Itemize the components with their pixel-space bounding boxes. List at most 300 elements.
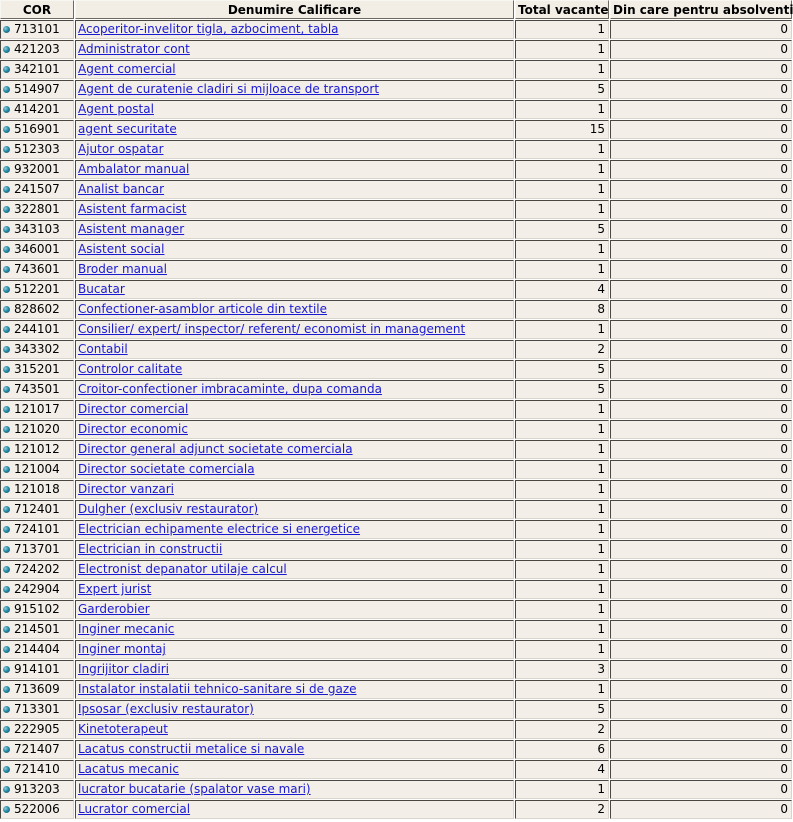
graduates-cell: 0 (610, 220, 792, 239)
name-cell (75, 260, 514, 279)
table-row (0, 660, 792, 679)
total-cell: 8 (515, 300, 609, 319)
table-row (0, 360, 792, 379)
cor-cell (0, 160, 74, 179)
cor-cell (0, 220, 74, 239)
bullet-icon (3, 646, 10, 653)
job-link[interactable]: Garderobier (78, 602, 150, 616)
cor-cell (0, 400, 74, 419)
graduates-cell: 0 (610, 120, 792, 139)
job-link[interactable]: Lucrator comercial (78, 802, 191, 816)
job-link[interactable]: Lacatus constructii metalice si navale (78, 742, 305, 756)
cor-cell (0, 380, 74, 399)
cor-cell (0, 560, 74, 579)
cor-cell (0, 260, 74, 279)
job-link[interactable]: Inginer mecanic (78, 622, 175, 636)
total-cell: 1 (515, 420, 609, 439)
bullet-icon (3, 586, 10, 593)
cor-code: 713101 (14, 22, 60, 36)
name-cell (75, 320, 514, 339)
job-link[interactable]: Asistent social (78, 242, 165, 256)
total-cell: 1 (515, 20, 609, 39)
job-link[interactable]: Electrician in constructii (78, 542, 223, 556)
name-cell (75, 380, 514, 399)
name-cell (75, 720, 514, 739)
table-row (0, 460, 792, 479)
cor-code: 414201 (14, 102, 60, 116)
name-cell (75, 460, 514, 479)
name-cell (75, 100, 514, 119)
bullet-icon (3, 346, 10, 353)
total-cell: 3 (515, 660, 609, 679)
graduates-cell: 0 (610, 620, 792, 639)
bullet-icon (3, 166, 10, 173)
cor-code: 743501 (14, 382, 60, 396)
cor-cell (0, 680, 74, 699)
cor-cell (0, 20, 74, 39)
name-cell (75, 420, 514, 439)
total-cell: 1 (515, 180, 609, 199)
graduates-cell: 0 (610, 420, 792, 439)
table-row (0, 780, 792, 799)
table-row (0, 440, 792, 459)
job-link[interactable]: Inginer montaj (78, 642, 166, 656)
job-link[interactable]: Director vanzari (78, 482, 174, 496)
graduates-cell: 0 (610, 580, 792, 599)
graduates-cell: 0 (610, 740, 792, 759)
bullet-icon (3, 66, 10, 73)
cor-cell (0, 600, 74, 619)
total-cell: 1 (515, 260, 609, 279)
job-link[interactable]: Dulgher (exclusiv restaurator) (78, 502, 259, 516)
graduates-cell: 0 (610, 780, 792, 799)
job-link[interactable]: agent securitate (78, 122, 177, 136)
graduates-cell: 0 (610, 160, 792, 179)
header-total: Total vacante (515, 0, 609, 19)
table-row (0, 220, 792, 239)
cor-code: 222905 (14, 722, 60, 736)
name-cell (75, 480, 514, 499)
table-row (0, 180, 792, 199)
job-link[interactable]: Agent de curatenie cladiri si mijloace de transport (78, 82, 380, 96)
total-cell: 1 (515, 500, 609, 519)
table-row (0, 340, 792, 359)
job-link[interactable]: Confectioner-asamblor articole din textile (78, 302, 327, 316)
cor-cell (0, 440, 74, 459)
graduates-cell: 0 (610, 660, 792, 679)
job-link[interactable]: Kinetoterapeut (78, 722, 168, 736)
cor-cell (0, 480, 74, 499)
cor-code: 322801 (14, 202, 60, 216)
total-cell: 4 (515, 760, 609, 779)
graduates-cell: 0 (610, 80, 792, 99)
job-link[interactable]: Analist bancar (78, 182, 165, 196)
graduates-cell: 0 (610, 300, 792, 319)
cor-code: 828602 (14, 302, 60, 316)
cor-code: 724202 (14, 562, 60, 576)
cor-cell (0, 620, 74, 639)
name-cell (75, 160, 514, 179)
job-link[interactable]: Director comercial (78, 402, 189, 416)
cor-cell (0, 500, 74, 519)
header-name: Denumire Calificare (75, 0, 514, 19)
cor-cell (0, 100, 74, 119)
cor-cell (0, 180, 74, 199)
graduates-cell: 0 (610, 400, 792, 419)
cor-cell (0, 80, 74, 99)
cor-code: 721410 (14, 762, 60, 776)
total-cell: 15 (515, 120, 609, 139)
total-cell: 1 (515, 580, 609, 599)
table-row (0, 280, 792, 299)
cor-cell (0, 580, 74, 599)
graduates-cell: 0 (610, 800, 792, 819)
total-cell: 5 (515, 80, 609, 99)
bullet-icon (3, 466, 10, 473)
cor-cell (0, 780, 74, 799)
job-link[interactable]: Ipsosar (exclusiv restaurator) (78, 702, 254, 716)
table-row (0, 800, 792, 819)
bullet-icon (3, 446, 10, 453)
cor-code: 512201 (14, 282, 60, 296)
table-row (0, 740, 792, 759)
bullet-icon (3, 306, 10, 313)
bullet-icon (3, 286, 10, 293)
total-cell: 5 (515, 220, 609, 239)
total-cell: 1 (515, 540, 609, 559)
job-link[interactable]: Consilier/ expert/ inspector/ referent/ economist in management (78, 322, 466, 336)
name-cell (75, 60, 514, 79)
bullet-icon (3, 486, 10, 493)
table-row (0, 760, 792, 779)
name-cell (75, 20, 514, 39)
total-cell: 1 (515, 520, 609, 539)
total-cell: 1 (515, 640, 609, 659)
graduates-cell: 0 (610, 180, 792, 199)
cor-cell (0, 420, 74, 439)
cor-cell (0, 640, 74, 659)
header-graduates: Din care pentru absolventi (610, 0, 792, 19)
name-cell (75, 280, 514, 299)
cor-code: 913203 (14, 782, 60, 796)
job-link[interactable]: Director general adjunct societate comerciala (78, 442, 353, 456)
cor-cell (0, 40, 74, 59)
graduates-cell: 0 (610, 20, 792, 39)
job-link[interactable]: Ajutor ospatar (78, 142, 164, 156)
table-row (0, 380, 792, 399)
name-cell (75, 200, 514, 219)
name-cell (75, 220, 514, 239)
job-link[interactable]: Controlor calitate (78, 362, 183, 376)
graduates-cell: 0 (610, 720, 792, 739)
name-cell (75, 700, 514, 719)
cor-code: 512303 (14, 142, 60, 156)
cor-cell (0, 120, 74, 139)
total-cell: 1 (515, 780, 609, 799)
cor-code: 343103 (14, 222, 60, 236)
cor-cell (0, 520, 74, 539)
total-cell: 1 (515, 440, 609, 459)
table-row (0, 400, 792, 419)
cor-code: 343302 (14, 342, 60, 356)
bullet-icon (3, 666, 10, 673)
graduates-cell: 0 (610, 240, 792, 259)
total-cell: 1 (515, 240, 609, 259)
bullet-icon (3, 46, 10, 53)
name-cell (75, 140, 514, 159)
cor-code: 932001 (14, 162, 60, 176)
name-cell (75, 560, 514, 579)
total-cell: 5 (515, 700, 609, 719)
total-cell: 1 (515, 460, 609, 479)
job-link[interactable]: Bucatar (78, 282, 125, 296)
job-link[interactable]: Director economic (78, 422, 188, 436)
cor-code: 342101 (14, 62, 60, 76)
cor-code: 214501 (14, 622, 60, 636)
bullet-icon (3, 766, 10, 773)
name-cell (75, 40, 514, 59)
job-link[interactable]: Croitor-confectioner imbracaminte, dupa comanda (78, 382, 382, 396)
bullet-icon (3, 186, 10, 193)
cor-code: 713301 (14, 702, 60, 716)
graduates-cell: 0 (610, 60, 792, 79)
cor-code: 914101 (14, 662, 60, 676)
name-cell (75, 680, 514, 699)
name-cell (75, 540, 514, 559)
name-cell (75, 740, 514, 759)
name-cell (75, 80, 514, 99)
cor-code: 514907 (14, 82, 60, 96)
table-row (0, 640, 792, 659)
name-cell (75, 520, 514, 539)
total-cell: 2 (515, 720, 609, 739)
cor-cell (0, 60, 74, 79)
name-cell (75, 360, 514, 379)
total-cell: 5 (515, 360, 609, 379)
table-body (0, 20, 792, 819)
table-row (0, 60, 792, 79)
total-cell: 1 (515, 160, 609, 179)
total-cell: 1 (515, 200, 609, 219)
graduates-cell: 0 (610, 540, 792, 559)
graduates-cell: 0 (610, 340, 792, 359)
table-row (0, 600, 792, 619)
cor-code: 315201 (14, 362, 60, 376)
cor-cell (0, 280, 74, 299)
name-cell (75, 780, 514, 799)
bullet-icon (3, 746, 10, 753)
bullet-icon (3, 226, 10, 233)
cor-cell (0, 240, 74, 259)
graduates-cell: 0 (610, 440, 792, 459)
name-cell (75, 180, 514, 199)
name-cell (75, 340, 514, 359)
cor-code: 421203 (14, 42, 60, 56)
total-cell: 2 (515, 800, 609, 819)
cor-cell (0, 540, 74, 559)
bullet-icon (3, 246, 10, 253)
job-link[interactable]: Administrator cont (78, 42, 190, 56)
table-row (0, 580, 792, 599)
graduates-cell: 0 (610, 40, 792, 59)
job-link[interactable]: Lacatus mecanic (78, 762, 179, 776)
bullet-icon (3, 326, 10, 333)
name-cell (75, 760, 514, 779)
bullet-icon (3, 426, 10, 433)
total-cell: 1 (515, 60, 609, 79)
cor-cell (0, 360, 74, 379)
table-row (0, 500, 792, 519)
job-link[interactable]: Electronist depanator utilaje calcul (78, 562, 287, 576)
table-row (0, 260, 792, 279)
graduates-cell: 0 (610, 100, 792, 119)
name-cell (75, 640, 514, 659)
bullet-icon (3, 606, 10, 613)
graduates-cell: 0 (610, 260, 792, 279)
job-link[interactable]: Director societate comerciala (78, 462, 255, 476)
bullet-icon (3, 706, 10, 713)
cor-code: 242904 (14, 582, 60, 596)
cor-cell (0, 140, 74, 159)
bullet-icon (3, 106, 10, 113)
graduates-cell: 0 (610, 640, 792, 659)
total-cell: 4 (515, 280, 609, 299)
bullet-icon (3, 26, 10, 33)
cor-code: 121020 (14, 422, 60, 436)
bullet-icon (3, 526, 10, 533)
cor-code: 713609 (14, 682, 60, 696)
graduates-cell: 0 (610, 380, 792, 399)
cor-cell (0, 660, 74, 679)
graduates-cell: 0 (610, 280, 792, 299)
cor-code: 713701 (14, 542, 60, 556)
job-link[interactable]: Asistent farmacist (78, 202, 187, 216)
table-row (0, 160, 792, 179)
table-row (0, 120, 792, 139)
table-header-row (0, 0, 792, 19)
cor-code: 121004 (14, 462, 60, 476)
graduates-cell: 0 (610, 320, 792, 339)
total-cell: 5 (515, 380, 609, 399)
table-row (0, 200, 792, 219)
job-link[interactable]: Expert jurist (78, 582, 152, 596)
table-row (0, 420, 792, 439)
name-cell (75, 300, 514, 319)
bullet-icon (3, 146, 10, 153)
name-cell (75, 800, 514, 819)
table-row (0, 560, 792, 579)
bullet-icon (3, 386, 10, 393)
table-row (0, 140, 792, 159)
bullet-icon (3, 506, 10, 513)
job-link[interactable]: Broder manual (78, 262, 167, 276)
job-link[interactable]: Electrician echipamente electrice si energetice (78, 522, 361, 536)
cor-code: 915102 (14, 602, 60, 616)
table-row (0, 540, 792, 559)
table-row (0, 620, 792, 639)
bullet-icon (3, 806, 10, 813)
name-cell (75, 580, 514, 599)
cor-code: 241507 (14, 182, 60, 196)
cor-code: 522006 (14, 802, 60, 816)
job-link[interactable]: Agent comercial (78, 62, 176, 76)
table-row (0, 720, 792, 739)
table-row (0, 40, 792, 59)
graduates-cell: 0 (610, 520, 792, 539)
table-row (0, 480, 792, 499)
total-cell: 1 (515, 140, 609, 159)
name-cell (75, 620, 514, 639)
graduates-cell: 0 (610, 460, 792, 479)
bullet-icon (3, 206, 10, 213)
job-link[interactable]: Instalator instalatii tehnico-sanitare si de gaze (78, 682, 357, 696)
name-cell (75, 440, 514, 459)
cor-code: 121012 (14, 442, 60, 456)
graduates-cell: 0 (610, 680, 792, 699)
graduates-cell: 0 (610, 760, 792, 779)
bullet-icon (3, 266, 10, 273)
header-cor: COR (0, 0, 74, 19)
bullet-icon (3, 566, 10, 573)
total-cell: 1 (515, 100, 609, 119)
total-cell: 1 (515, 620, 609, 639)
table-row (0, 300, 792, 319)
name-cell (75, 600, 514, 619)
graduates-cell: 0 (610, 360, 792, 379)
job-link[interactable]: Acoperitor-invelitor tigla, azbociment, tabla (78, 22, 339, 36)
graduates-cell: 0 (610, 140, 792, 159)
cor-code: 214404 (14, 642, 60, 656)
cor-code: 743601 (14, 262, 60, 276)
job-link[interactable]: Ambalator manual (78, 162, 190, 176)
total-cell: 1 (515, 560, 609, 579)
name-cell (75, 240, 514, 259)
job-link[interactable]: Agent postal (78, 102, 154, 116)
bullet-icon (3, 126, 10, 133)
cor-code: 121017 (14, 402, 60, 416)
job-link[interactable]: Contabil (78, 342, 128, 356)
cor-code: 516901 (14, 122, 60, 136)
bullet-icon (3, 786, 10, 793)
table-row (0, 700, 792, 719)
cor-cell (0, 320, 74, 339)
total-cell: 1 (515, 400, 609, 419)
table-row (0, 240, 792, 259)
graduates-cell: 0 (610, 200, 792, 219)
total-cell: 1 (515, 40, 609, 59)
job-link[interactable]: Ingrijitor cladiri (78, 662, 169, 676)
table-row (0, 680, 792, 699)
graduates-cell: 0 (610, 500, 792, 519)
job-link[interactable]: lucrator bucatarie (spalator vase mari) (78, 782, 311, 796)
table-row (0, 320, 792, 339)
name-cell (75, 660, 514, 679)
graduates-cell: 0 (610, 700, 792, 719)
cor-cell (0, 300, 74, 319)
table-row (0, 80, 792, 99)
cor-cell (0, 800, 74, 819)
cor-cell (0, 760, 74, 779)
total-cell: 1 (515, 480, 609, 499)
cor-code: 721407 (14, 742, 60, 756)
table-row (0, 520, 792, 539)
cor-cell (0, 200, 74, 219)
graduates-cell: 0 (610, 560, 792, 579)
bullet-icon (3, 686, 10, 693)
bullet-icon (3, 546, 10, 553)
cor-code: 712401 (14, 502, 60, 516)
job-link[interactable]: Asistent manager (78, 222, 185, 236)
